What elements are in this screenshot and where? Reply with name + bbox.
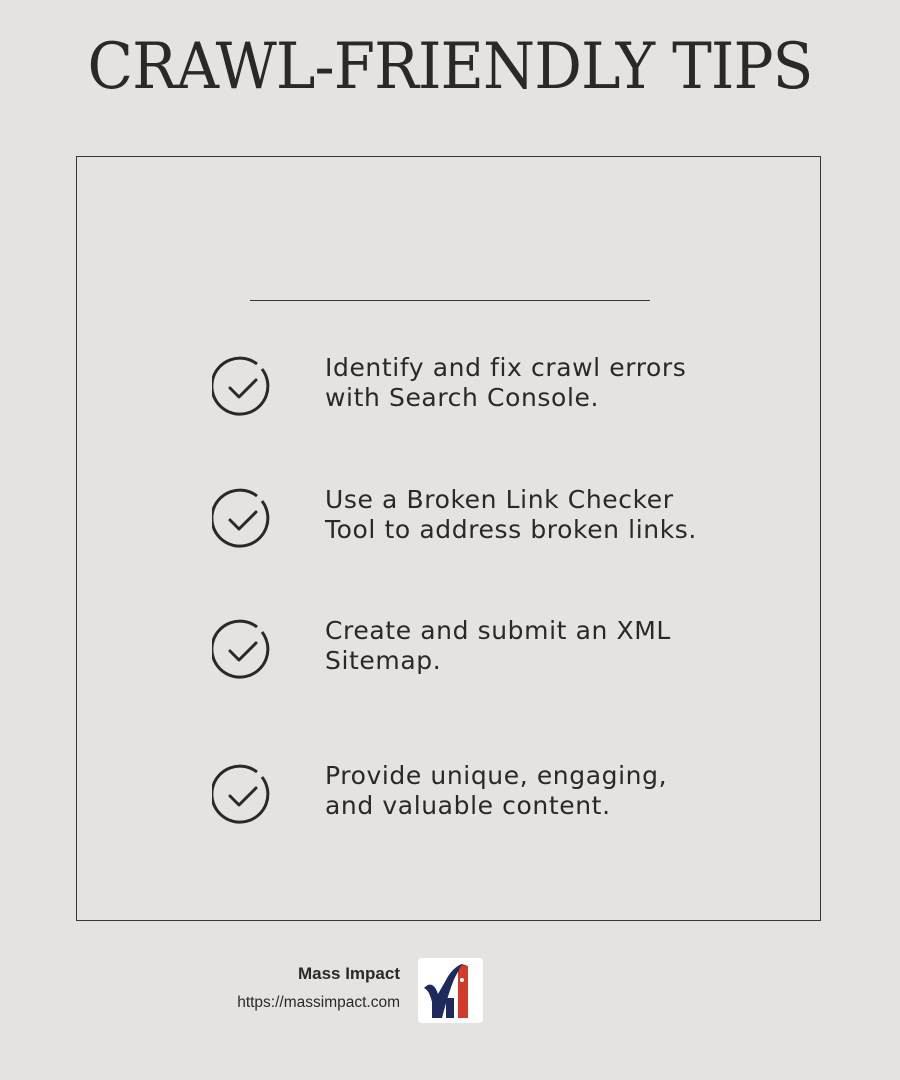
tip-item (212, 485, 732, 552)
check-circle-icon (212, 619, 274, 681)
check-circle-icon (212, 764, 274, 826)
tip-text: Identify and fix crawl errors with Search Console. (325, 353, 687, 412)
tip-text: Create and submit an XML Sitemap. (325, 616, 671, 675)
tip-text: Provide unique, engaging, and valuable content. (325, 761, 668, 820)
check-circle-icon (212, 356, 274, 418)
brand-name: Mass Impact (297, 964, 400, 983)
tip-item (212, 616, 732, 683)
brand-url[interactable]: https://massimpact.com (237, 994, 400, 1011)
brand-block (237, 964, 400, 1012)
page-title: CRAWL-FRIENDLY TIPS (87, 30, 813, 104)
tip-item (212, 353, 732, 420)
divider (250, 300, 650, 301)
tip-item (212, 761, 732, 828)
mass-impact-logo (418, 958, 483, 1023)
tip-text: Use a Broken Link Checker Tool to address broken links. (325, 485, 697, 544)
check-circle-icon (212, 488, 274, 550)
